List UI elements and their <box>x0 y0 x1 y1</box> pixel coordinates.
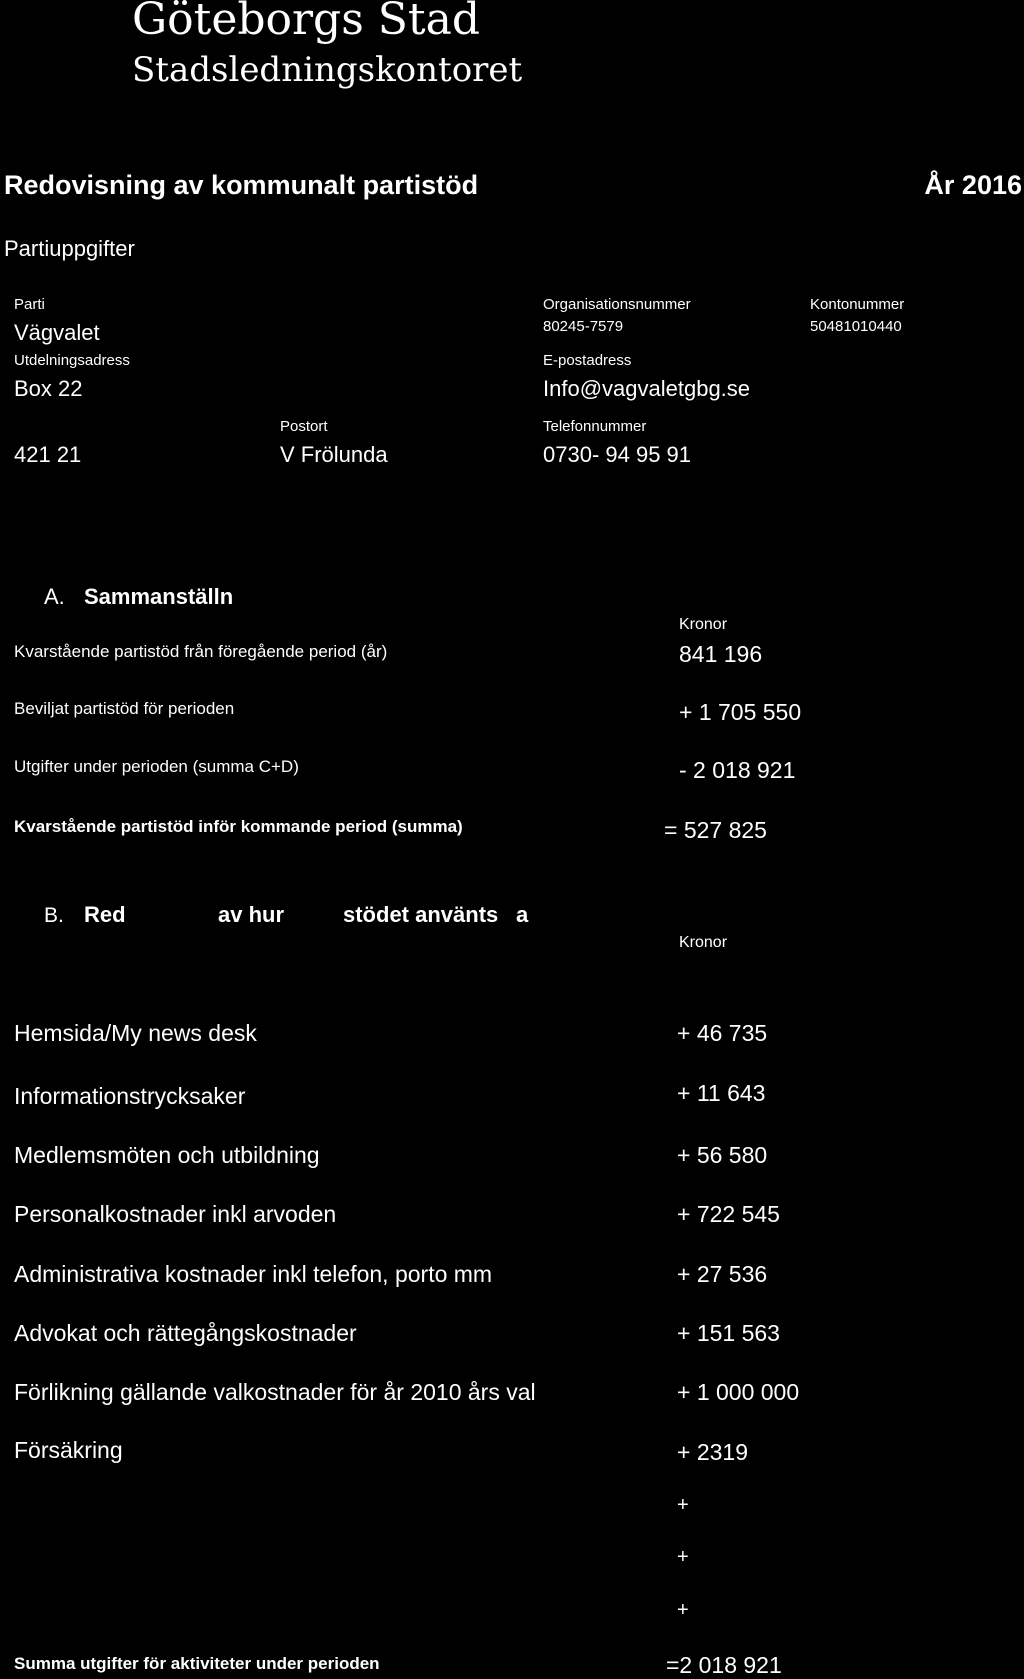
email-label: E-postadress <box>543 352 632 369</box>
section-a-row-label: Kvarstående partistöd från föregående period (år) <box>14 642 388 661</box>
phone-value: 0730- 94 95 91 <box>543 442 692 467</box>
orgnr-label: Organisationsnummer <box>543 296 691 313</box>
expense-row-label: Advokat och rättegångskostnader <box>14 1320 357 1346</box>
report-year: År 2016 <box>924 170 1022 200</box>
expense-row-value: + 2319 <box>677 1439 748 1465</box>
phone-label: Telefonnummer <box>543 418 647 435</box>
expense-row-label: Personalkostnader inkl arvoden <box>14 1201 337 1227</box>
party-value: Vägvalet <box>14 320 100 345</box>
address-label: Utdelningsadress <box>14 352 130 369</box>
expense-row-label: Informationstrycksaker <box>14 1083 246 1109</box>
org-name: Göteborgs Stad <box>132 0 481 45</box>
orgnr-value: 80245-7579 <box>543 318 624 335</box>
section-b-total-label: Summa utgifter för aktiviteter under perioden <box>14 1654 380 1673</box>
section-a-row-value: 841 196 <box>679 641 763 667</box>
expense-row-value: + 46 735 <box>677 1020 768 1046</box>
expense-row-value: + 11 643 <box>677 1080 766 1106</box>
section-a-currency: Kronor <box>679 616 728 633</box>
section-b-title-part: av hur <box>218 902 285 927</box>
empty-row-plus: + <box>677 1546 689 1568</box>
account-value: 50481010440 <box>810 318 902 335</box>
city-value: V Frölunda <box>280 442 388 467</box>
postcode-value: 421 21 <box>14 442 82 467</box>
section-b-letter: B. <box>44 904 64 927</box>
expense-row-value: + 722 545 <box>677 1201 780 1227</box>
expense-row-value: + 27 536 <box>677 1261 768 1287</box>
expense-row-label: Försäkring <box>14 1437 123 1463</box>
section-b-title-part: a <box>516 902 529 927</box>
section-a-total-label: Kvarstående partistöd inför kommande period (summa) <box>14 817 463 836</box>
section-b-title-part: Red <box>84 902 126 927</box>
party-section-heading: Partiuppgifter <box>4 236 135 261</box>
section-b-total-value: =2 018 921 <box>666 1652 782 1678</box>
expense-row-label: Hemsida/My news desk <box>14 1020 257 1046</box>
expense-row-label: Förlikning gällande valkostnader för år 2010 års val <box>14 1379 536 1405</box>
dept-name: Stadsledningskontoret <box>132 50 523 90</box>
party-label: Parti <box>14 296 45 313</box>
report-title: Redovisning av kommunalt partistöd <box>4 170 479 200</box>
address-value: Box 22 <box>14 376 83 401</box>
email-value: Info@vagvaletgbg.se <box>543 376 751 401</box>
expense-row-value: + 151 563 <box>677 1320 780 1346</box>
account-label: Kontonummer <box>810 296 905 313</box>
empty-row-plus: + <box>677 1494 689 1516</box>
section-a-row-label: Beviljat partistöd för perioden <box>14 699 235 718</box>
section-a-letter: A. <box>44 584 65 609</box>
expense-row-value: + 1 000 000 <box>677 1379 800 1405</box>
section-b-currency: Kronor <box>679 934 728 951</box>
section-a-row-value: + 1 705 550 <box>679 699 802 725</box>
expense-row-value: + 56 580 <box>677 1142 768 1168</box>
section-a-row-value: - 2 018 921 <box>679 757 796 783</box>
expense-row-label: Medlemsmöten och utbildning <box>14 1142 320 1168</box>
city-label: Postort <box>280 418 328 435</box>
section-a-row-label: Utgifter under perioden (summa C+D) <box>14 757 299 776</box>
section-a-title: Sammanställn <box>84 584 234 609</box>
empty-row-plus: + <box>677 1599 689 1621</box>
section-a-total-value: = 527 825 <box>664 817 767 843</box>
expense-row-label: Administrativa kostnader inkl telefon, porto mm <box>14 1261 493 1287</box>
section-b-title-part: stödet använts <box>343 902 499 927</box>
